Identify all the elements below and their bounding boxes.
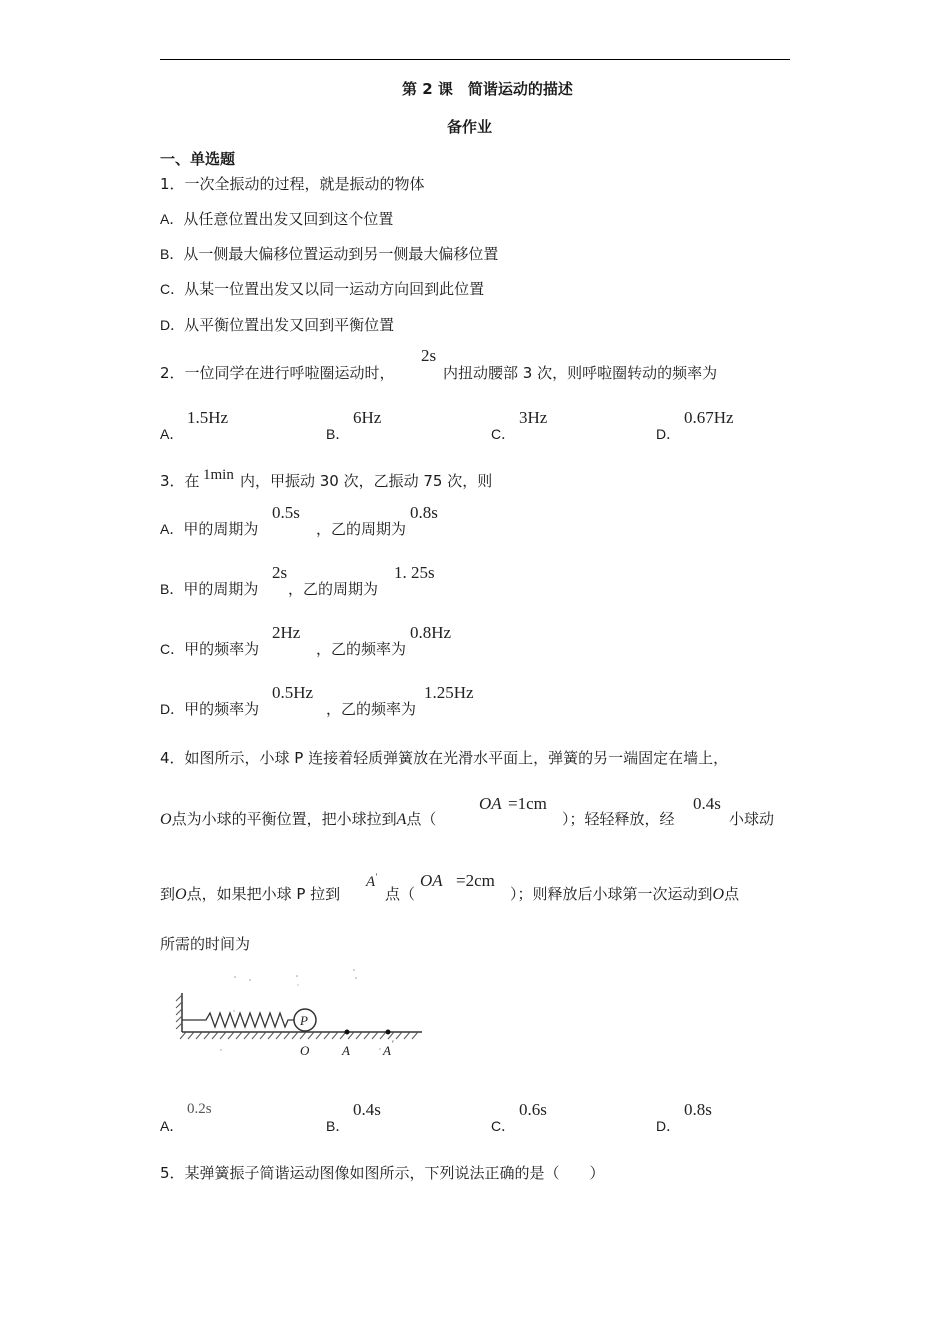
q4-option-a-letter: A． xyxy=(160,1118,184,1134)
page-subtitle: 备作业 xyxy=(447,118,493,136)
q3-option-b: B．甲的周期为 xyxy=(160,580,259,598)
q4-line3-math-var: OA xyxy=(420,871,443,890)
q4-line2-math-val: =1cm xyxy=(508,794,547,813)
q4-line3-math-val: =2cm xyxy=(456,871,495,890)
q2-option-b-value: 6Hz xyxy=(353,408,382,427)
q3-option-b-mid: ，乙的周期为 xyxy=(288,580,379,598)
q3-option-d: D．甲的频率为 xyxy=(160,700,260,718)
q4-line3-end: ）；则释放后小球第一次运动到O点 xyxy=(510,885,740,903)
q4-line2-end: 小球动 xyxy=(729,810,775,828)
q2-stem-end: 内扭动腰部 3 次，则呼啦圈转动的频率为 xyxy=(443,364,718,382)
q4-line2-start: O点为小球的平衡位置，把小球拉到A点（ xyxy=(160,810,437,828)
q1-option-b: B．从一侧最大偏移位置运动到另一侧最大偏移位置 xyxy=(160,245,499,263)
q4-option-c-value: 0.6s xyxy=(519,1100,547,1119)
q3-option-d-value2: 1.25Hz xyxy=(424,683,474,702)
section-heading: 一、单选题 xyxy=(160,150,236,168)
q2-option-c-value: 3Hz xyxy=(519,408,548,427)
floor-hatch xyxy=(180,1032,418,1039)
q4-option-d-value: 0.8s xyxy=(684,1100,712,1119)
q2-option-d-letter: D． xyxy=(656,426,681,442)
q5-stem: 5．某弹簧振子简谐运动图像如图所示，下列说法正确的是（ ） xyxy=(160,1164,605,1182)
point-a-prime-dot xyxy=(386,1030,391,1035)
q4-option-c-letter: C． xyxy=(491,1118,516,1134)
q3-option-c-mid: ，乙的频率为 xyxy=(316,640,407,658)
header-rule xyxy=(160,59,790,60)
q3-option-d-mid: ，乙的频率为 xyxy=(326,700,417,718)
q1-stem: 1．一次全振动的过程，就是振动的物体 xyxy=(160,175,425,193)
q1-option-c: C．从某一位置出发又以同一运动方向回到此位置 xyxy=(160,280,485,298)
q2-option-d-value: 0.67Hz xyxy=(684,408,734,427)
page-title: 第 2 课 简谐运动的描述 xyxy=(402,80,573,98)
q2-stem-start: 2．一位同学在进行呼啦圈运动时， xyxy=(160,364,395,382)
q4-line3-start: 到O点，如果把小球 P 拉到 xyxy=(160,885,341,903)
label-a-prime-mark: ′ xyxy=(392,1039,394,1049)
q3-option-c-value1: 2Hz xyxy=(272,623,301,642)
q3-stem-start: 3．在 xyxy=(160,472,200,490)
q3-math-duration: 1min xyxy=(203,467,234,483)
label-a-prime: A xyxy=(383,1043,391,1058)
q2-option-a-letter: A． xyxy=(160,426,184,442)
q3-option-a: A．甲的周期为 xyxy=(160,520,259,538)
q3-option-c: C．甲的频率为 xyxy=(160,640,260,658)
spring-figure xyxy=(170,965,430,1065)
q3-option-a-value1: 0.5s xyxy=(272,503,300,522)
q4-option-b-value: 0.4s xyxy=(353,1100,381,1119)
q4-line3-mid: 点（ xyxy=(385,885,416,903)
q3-option-a-mid: ，乙的周期为 xyxy=(316,520,407,538)
spring xyxy=(182,1013,294,1027)
q1-option-a: A．从任意位置出发又回到这个位置 xyxy=(160,210,394,228)
label-o: O xyxy=(300,1043,310,1058)
q3-option-d-value1: 0.5Hz xyxy=(272,683,314,702)
q3-option-c-value2: 0.8Hz xyxy=(410,623,452,642)
q4-line2-mid: ）；轻轻释放，经 xyxy=(562,810,675,828)
q2-math-time: 2s xyxy=(421,346,437,365)
q2-option-c-letter: C． xyxy=(491,426,516,442)
q4-line2-time: 0.4s xyxy=(693,794,721,813)
label-a: A xyxy=(342,1043,350,1058)
q3-option-b-value2: 1. 25s xyxy=(394,563,435,582)
q4-option-d-letter: D． xyxy=(656,1118,681,1134)
q4-line1: 4．如图所示，小球 P 连接着轻质弹簧放在光滑水平面上，弹簧的另一端固定在墙上， xyxy=(160,749,729,767)
q3-stem-end: 内，甲振动 30 次，乙振动 75 次，则 xyxy=(240,472,493,490)
q4-option-a-value: 0.2s xyxy=(187,1101,212,1117)
q4-line2-math-var: OA xyxy=(479,794,502,813)
q2-option-a-value: 1.5Hz xyxy=(187,408,229,427)
q4-line4: 所需的时间为 xyxy=(160,935,251,953)
ball-label: P xyxy=(300,1013,308,1028)
point-a-dot xyxy=(345,1030,350,1035)
wall-hatch xyxy=(176,995,182,1029)
q4-line3-a-prime: A′ xyxy=(366,872,378,890)
q2-option-b-letter: B． xyxy=(326,426,350,442)
q1-option-d: D．从平衡位置出发又回到平衡位置 xyxy=(160,316,395,334)
q3-option-a-value2: 0.8s xyxy=(410,503,438,522)
q4-option-b-letter: B． xyxy=(326,1118,350,1134)
q3-option-b-value1: 2s xyxy=(272,563,288,582)
